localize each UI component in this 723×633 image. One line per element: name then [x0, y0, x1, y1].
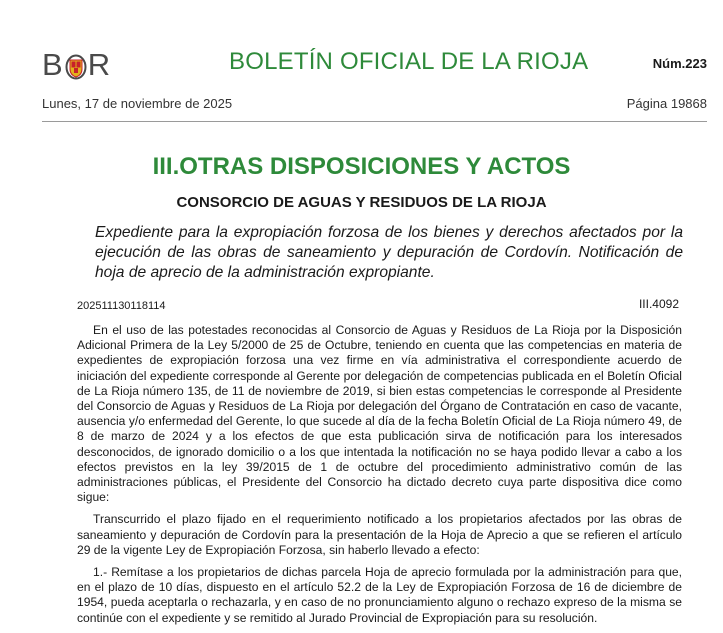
header-divider [42, 121, 707, 122]
organization-title: CONSORCIO DE AGUAS Y RESIDUOS DE LA RIOJA [176, 194, 547, 211]
section-title: III.OTRAS DISPOSICIONES Y ACTOS [152, 153, 571, 180]
logo-letter-b: B [42, 47, 64, 82]
issue-number: Núm.223 [652, 56, 707, 71]
publication-date: Lunes, 17 de noviembre de 2025 [42, 96, 233, 111]
bulletin-title: BOLETÍN OFICIAL DE LA RIOJA [229, 48, 589, 75]
document-summary: Expediente para la expropiación forzosa de los bienes y derechos afectados por la ejecución de las obras de saneamiento y depuración de Cordovín. Notificación de hoja de aprecio de la administración expropiante. [95, 224, 683, 281]
page-number: Página 19868 [626, 96, 707, 111]
document-id: 202511130118114 [77, 300, 166, 312]
document-body [77, 323, 682, 633]
body-paragraph: 1.- Remítase a los propietarios de dichas parcela Hoja de aprecio formulada por la administración para que, en el plazo de 10 días, dispuesto en el artículo 52.2 de la Ley de Expropiación Forzosa de 16 de diciembre de 1954, pueda aceptarla o rechazarla, y en caso de no pronunciamiento alguno o rechazo expreso de la misma se continúe con el expediente y se remitido al Jurado Provincial de Expropiación para su resolución. [77, 565, 682, 625]
rioja-seal-icon [65, 52, 87, 78]
reference-id: III.4092 [638, 297, 679, 311]
logo-letter-r: R [87, 47, 112, 82]
body-paragraph: En el uso de las potestades reconocidas al Consorcio de Aguas y Residuos de La Rioja por la Disposición Adicional Primera de la Ley 5/2000 de 25 de Octubre, teniendo en cuenta que las competencias en materia de expedientes de expropiación forzosa una vez firme en vía administrativa el correspondiente acuerdo de iniciación del expediente corresponde al Gerente por delegación de competencias publicada en el Boletín Oficial de La Rioja número 135, de 11 de noviembre de 2019, si bien estas competencias le corresponde al Presidente del Consorcio de Aguas y Residuos de La Rioja por delegación del Órgano de Contratación en caso de vacante, ausencia y/o enfermedad del Gerente, lo que sucede al día de la fecha Boletín Oficial de La Rioja número 49, de 8 de marzo de 2024 y a los efectos de que esta publicación sirva de notificación para los interesados desconocidos, de ignorado domicilio o a los que intentada la notificación no se haya podido llevar a cabo a los efectos previstos en la ley 39/2015 de 1 de octubre del procedimiento administrativo común de las administraciones públicas, el Presidente del Consorcio ha dictado decreto cuya parte dispositiva dice como sigue: [77, 323, 682, 505]
body-paragraph: Transcurrido el plazo fijado en el requerimiento notificado a los propietarios afectados por las obras de saneamiento y depuración de Cordovín para la presentación de la Hoja de Aprecio a que se refieren el artículo 29 de la vigente Ley de Expropiación Forzosa, sin haberlo llevado a efecto: [77, 512, 682, 557]
bor-logo [42, 48, 111, 82]
page-header [0, 0, 723, 130]
